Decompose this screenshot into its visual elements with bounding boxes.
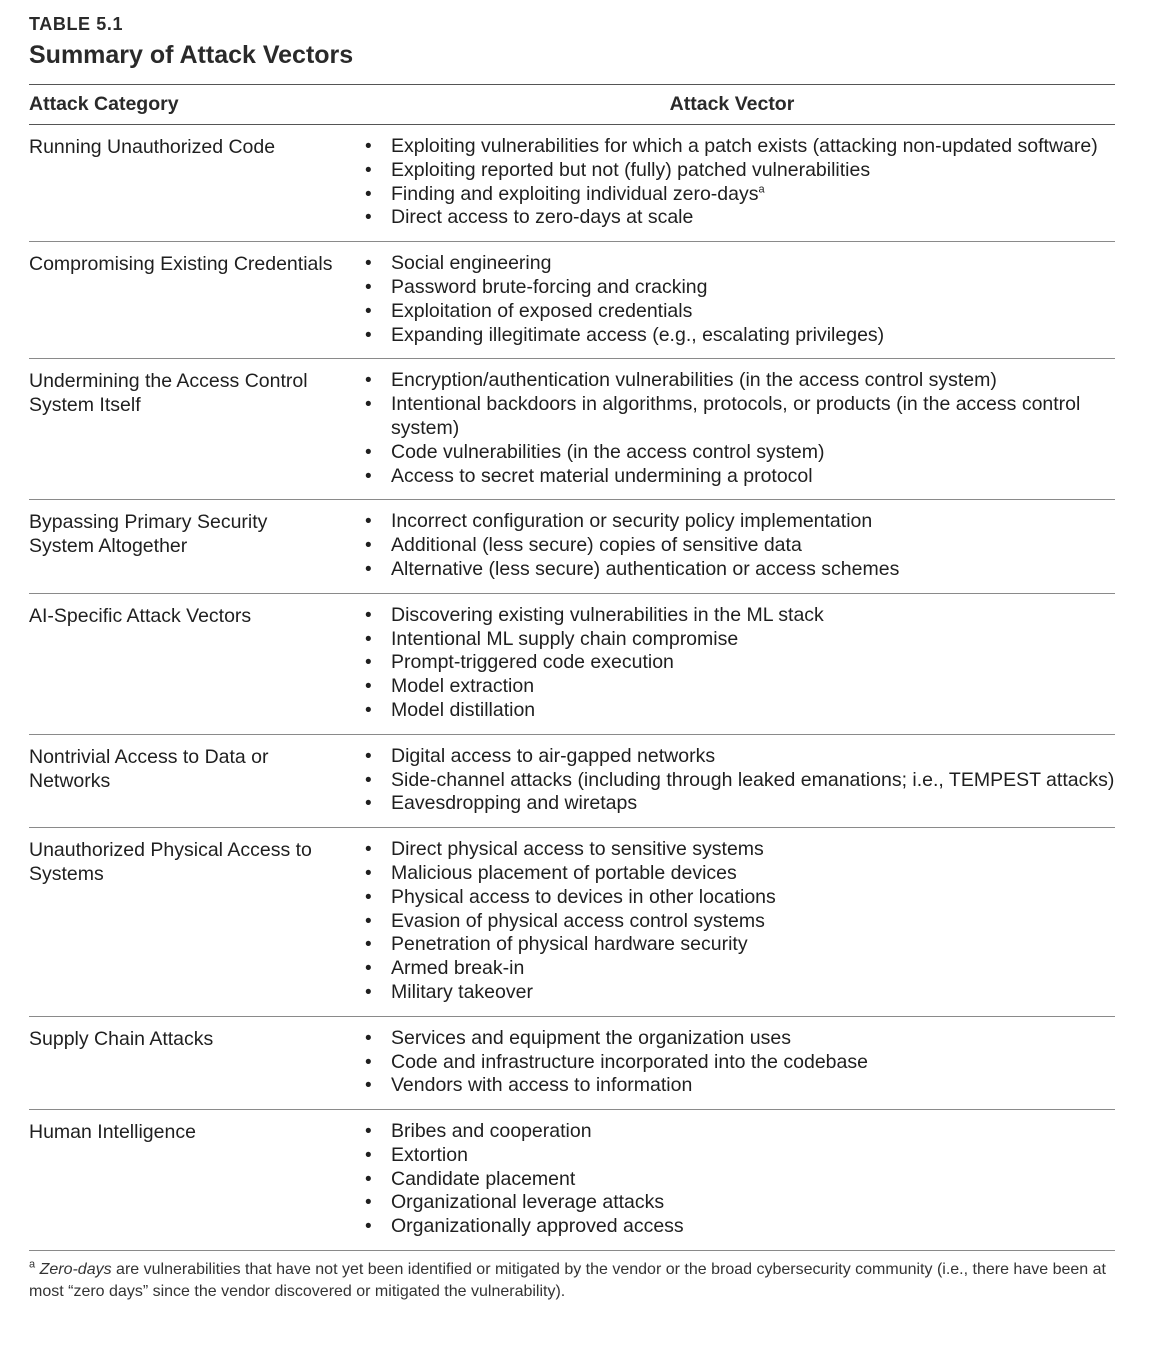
- attack-vector-item: [365, 135, 1115, 159]
- attack-vector-text: Intentional ML supply chain compromise: [391, 627, 739, 650]
- attack-vector-item: [365, 1144, 1115, 1168]
- attack-vector-item: [365, 465, 1115, 489]
- table-row: [29, 125, 1115, 242]
- attack-vectors-table: [29, 84, 1115, 1251]
- table-title: Summary of Attack Vectors: [29, 41, 354, 69]
- attack-vector-item: [365, 441, 1115, 465]
- attack-vector-text: Direct access to zero-days at scale: [391, 206, 694, 229]
- attack-vector-item: [365, 393, 1115, 441]
- attack-vector-list: [347, 252, 1115, 347]
- attack-vector-item: [365, 534, 1115, 558]
- attack-vector-item: [365, 324, 1115, 348]
- header-attack-category: Attack Category: [29, 93, 179, 115]
- attack-vector-text: Model distillation: [391, 698, 536, 721]
- attack-vector-item: [365, 792, 1115, 816]
- attack-vector-item: [365, 1051, 1115, 1075]
- attack-vector-item: [365, 1215, 1115, 1239]
- footnote-reference: a: [758, 183, 765, 196]
- attack-vector-list: [347, 745, 1115, 816]
- attack-vector-text: Code vulnerabilities (in the access control system): [391, 440, 825, 463]
- attack-category-cell: Human Intelligence: [29, 1121, 196, 1144]
- attack-vector-item: [365, 699, 1115, 723]
- attack-vector-item: [365, 1120, 1115, 1144]
- attack-vector-text: Side-channel attacks (including through leaked emanations; i.e., TEMPEST attacks): [391, 768, 1115, 791]
- attack-vector-text: Alternative (less secure) authentication or access schemes: [391, 557, 900, 580]
- attack-vector-item: [365, 1168, 1115, 1192]
- attack-vector-item: [365, 1074, 1115, 1098]
- attack-category-cell: AI-Specific Attack Vectors: [29, 604, 252, 627]
- attack-vector-text: Password brute-forcing and cracking: [391, 275, 708, 298]
- attack-vector-item: [365, 651, 1115, 675]
- attack-vector-text: Military takeover: [391, 980, 533, 1003]
- attack-vector-item: [365, 252, 1115, 276]
- footnote-marker: a: [29, 1258, 36, 1271]
- table-header-row: [29, 85, 1115, 125]
- attack-vector-text: Armed break-in: [391, 957, 525, 980]
- attack-category-cell: Running Unauthorized Code: [29, 136, 276, 158]
- attack-vector-text: Bribes and cooperation: [391, 1120, 592, 1143]
- attack-vector-text: Extortion: [391, 1143, 468, 1166]
- attack-vector-item: [365, 886, 1115, 910]
- attack-vector-list: [347, 1027, 1115, 1098]
- attack-vector-item: [365, 206, 1115, 230]
- footnote-text: are vulnerabilities that have not yet been identified or mitigated by the vendor or the broad cybersecurity community (i.e., there have been at most “zero days” since the vendor discovered or mitigated the vulnerability).: [29, 1261, 1106, 1301]
- attack-vector-item: [365, 769, 1115, 793]
- table-row: [29, 1110, 1115, 1251]
- header-attack-vector: Attack Vector: [669, 93, 795, 115]
- attack-vector-text: Access to secret material undermining a protocol: [391, 464, 813, 487]
- attack-vector-item: [365, 981, 1115, 1005]
- attack-vector-text: Encryption/authentication vulnerabilities (in the access control system): [391, 369, 997, 392]
- attack-vector-item: [365, 159, 1115, 183]
- attack-vector-text: Exploitation of exposed credentials: [391, 299, 693, 322]
- attack-vector-text: Social engineering: [391, 252, 552, 275]
- attack-vector-text: Finding and exploiting individual zero-days: [391, 182, 759, 205]
- attack-vector-text: Expanding illegitimate access (e.g., escalating privileges): [391, 323, 885, 346]
- table-row: [29, 735, 1115, 828]
- attack-vector-item: [365, 369, 1115, 393]
- attack-vector-item: [365, 604, 1115, 628]
- attack-vector-text: Physical access to devices in other locations: [391, 885, 776, 908]
- attack-category-cell: Compromising Existing Credentials: [29, 253, 333, 276]
- table-row: [29, 500, 1115, 593]
- table-row: [29, 242, 1115, 359]
- attack-vector-item: [365, 862, 1115, 886]
- attack-vector-item: [365, 276, 1115, 300]
- attack-vector-list: [347, 369, 1115, 488]
- attack-vector-text: Organizational leverage attacks: [391, 1191, 665, 1214]
- table-body: [29, 125, 1115, 1251]
- attack-vector-list: [347, 838, 1115, 1005]
- attack-vector-text: Digital access to air-gapped networks: [391, 744, 716, 767]
- attack-vector-text: Discovering existing vulnerabilities in the ML stack: [391, 603, 824, 626]
- attack-vector-item: [365, 183, 1115, 207]
- attack-vector-item: [365, 1191, 1115, 1215]
- attack-vector-item: [365, 957, 1115, 981]
- footnote: [29, 1259, 1109, 1303]
- attack-vector-list: [347, 510, 1115, 581]
- attack-vector-text: Incorrect configuration or security policy implementation: [391, 510, 873, 533]
- attack-vector-item: [365, 675, 1115, 699]
- attack-vector-text: Malicious placement of portable devices: [391, 861, 737, 884]
- table-row: [29, 359, 1115, 500]
- attack-category-cell: Supply Chain Attacks: [29, 1027, 214, 1050]
- attack-vector-list: [347, 135, 1115, 230]
- attack-vector-item: [365, 910, 1115, 934]
- attack-vector-list: [347, 604, 1115, 723]
- attack-vector-item: [365, 558, 1115, 582]
- attack-vector-item: [365, 933, 1115, 957]
- table-row: [29, 594, 1115, 735]
- attack-vector-text: Code and infrastructure incorporated into the codebase: [391, 1050, 868, 1073]
- attack-vector-list: [347, 1120, 1115, 1239]
- attack-vector-item: [365, 300, 1115, 324]
- attack-vector-item: [365, 510, 1115, 534]
- footnote-term: Zero-days: [39, 1261, 112, 1279]
- attack-vector-text: Exploiting vulnerabilities for which a patch exists (attacking non-updated software): [391, 135, 1098, 157]
- attack-category-cell: Unauthorized Physical Access to Systems: [29, 839, 312, 886]
- attack-vector-item: [365, 838, 1115, 862]
- attack-vector-text: Candidate placement: [391, 1167, 576, 1190]
- attack-vector-text: Penetration of physical hardware security: [391, 933, 748, 956]
- attack-category-cell: Bypassing Primary Security System Altogether: [29, 511, 268, 558]
- table-label: TABLE 5.1: [29, 14, 124, 34]
- attack-vector-text: Vendors with access to information: [391, 1074, 693, 1097]
- attack-vector-text: Evasion of physical access control systems: [391, 909, 765, 932]
- attack-vector-text: Exploiting reported but not (fully) patched vulnerabilities: [391, 158, 871, 181]
- table-row: [29, 1017, 1115, 1110]
- attack-vector-text: Eavesdropping and wiretaps: [391, 792, 638, 815]
- attack-vector-item: [365, 745, 1115, 769]
- attack-vector-text: Model extraction: [391, 675, 535, 698]
- attack-vector-text: Prompt-triggered code execution: [391, 651, 674, 674]
- attack-vector-text: Services and equipment the organization uses: [391, 1026, 791, 1049]
- attack-vector-item: [365, 628, 1115, 652]
- table-row: [29, 828, 1115, 1017]
- attack-category-cell: Undermining the Access Control System Itself: [29, 370, 308, 417]
- attack-vector-text: Additional (less secure) copies of sensitive data: [391, 534, 802, 557]
- attack-vector-item: [365, 1027, 1115, 1051]
- attack-vector-text: Direct physical access to sensitive systems: [391, 838, 764, 861]
- attack-vector-text: Intentional backdoors in algorithms, protocols, or products (in the access control system): [391, 393, 1081, 439]
- attack-vector-text: Organizationally approved access: [391, 1215, 684, 1238]
- attack-category-cell: Nontrivial Access to Data or Networks: [29, 745, 269, 792]
